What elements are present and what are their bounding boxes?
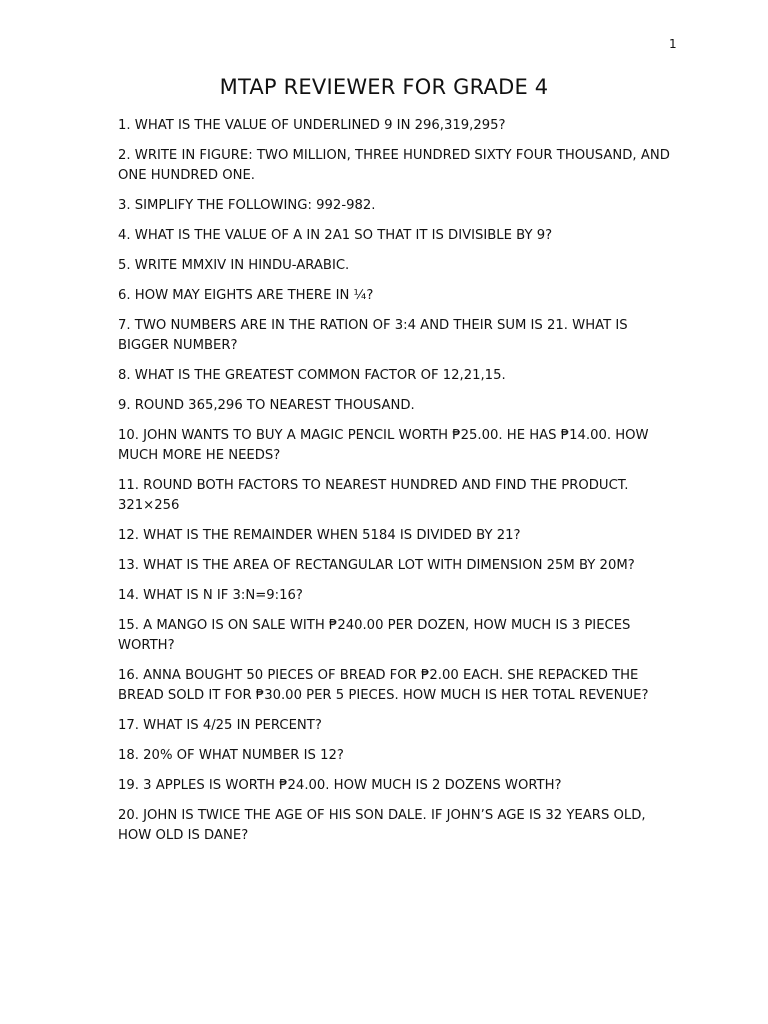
question-item: 18. 20% OF WHAT NUMBER IS 12? [118,748,344,763]
question-item: 20. JOHN IS TWICE THE AGE OF HIS SON DALE. IF JOHN’S AGE IS 32 YEARS OLD, HOW OLD IS DANE? [118,808,646,843]
question-item: 14. WHAT IS N IF 3:N=9:16? [118,588,303,603]
question-item: 16. ANNA BOUGHT 50 PIECES OF BREAD FOR ₱2.00 EACH. SHE REPACKED THE BREAD SOLD IT FOR ₱30.00 PER 5 PIECES. HOW MUCH IS HER TOTAL REVENUE? [118,668,649,703]
question-list [118,116,678,856]
question-item: 17. WHAT IS 4/25 IN PERCENT? [118,718,322,733]
question-item: 1. WHAT IS THE VALUE OF UNDERLINED 9 IN 296,319,295? [118,118,506,133]
question-item: 10. JOHN WANTS TO BUY A MAGIC PENCIL WORTH ₱25.00. HE HAS ₱14.00. HOW MUCH MORE HE NEEDS? [118,428,649,463]
question-item: 2. WRITE IN FIGURE: TWO MILLION, THREE HUNDRED SIXTY FOUR THOUSAND, AND ONE HUNDRED ONE. [118,148,670,183]
question-item: 15. A MANGO IS ON SALE WITH ₱240.00 PER DOZEN, HOW MUCH IS 3 PIECES WORTH? [118,618,631,653]
question-item: 3. SIMPLIFY THE FOLLOWING: 992-982. [118,198,376,213]
page-title: MTAP REVIEWER FOR GRADE 4 [219,75,549,99]
question-item: 5. WRITE MMXIV IN HINDU-ARABIC. [118,258,350,273]
question-item: 7. TWO NUMBERS ARE IN THE RATION OF 3:4 AND THEIR SUM IS 21. WHAT IS BIGGER NUMBER? [118,318,628,353]
question-item: 12. WHAT IS THE REMAINDER WHEN 5184 IS DIVIDED BY 21? [118,528,521,543]
question-item: 6. HOW MAY EIGHTS ARE THERE IN ¼? [118,288,374,303]
question-item: 19. 3 APPLES IS WORTH ₱24.00. HOW MUCH IS 2 DOZENS WORTH? [118,778,562,793]
question-item: 4. WHAT IS THE VALUE OF A IN 2A1 SO THAT IT IS DIVISIBLE BY 9? [118,228,553,243]
question-item: 9. ROUND 365,296 TO NEAREST THOUSAND. [118,398,415,413]
page-number: 1 [669,37,677,51]
question-item: 13. WHAT IS THE AREA OF RECTANGULAR LOT WITH DIMENSION 25M BY 20M? [118,558,635,573]
question-item: 8. WHAT IS THE GREATEST COMMON FACTOR OF 12,21,15. [118,368,506,383]
question-item: 11. ROUND BOTH FACTORS TO NEAREST HUNDRED AND FIND THE PRODUCT. 321×256 [118,478,629,513]
